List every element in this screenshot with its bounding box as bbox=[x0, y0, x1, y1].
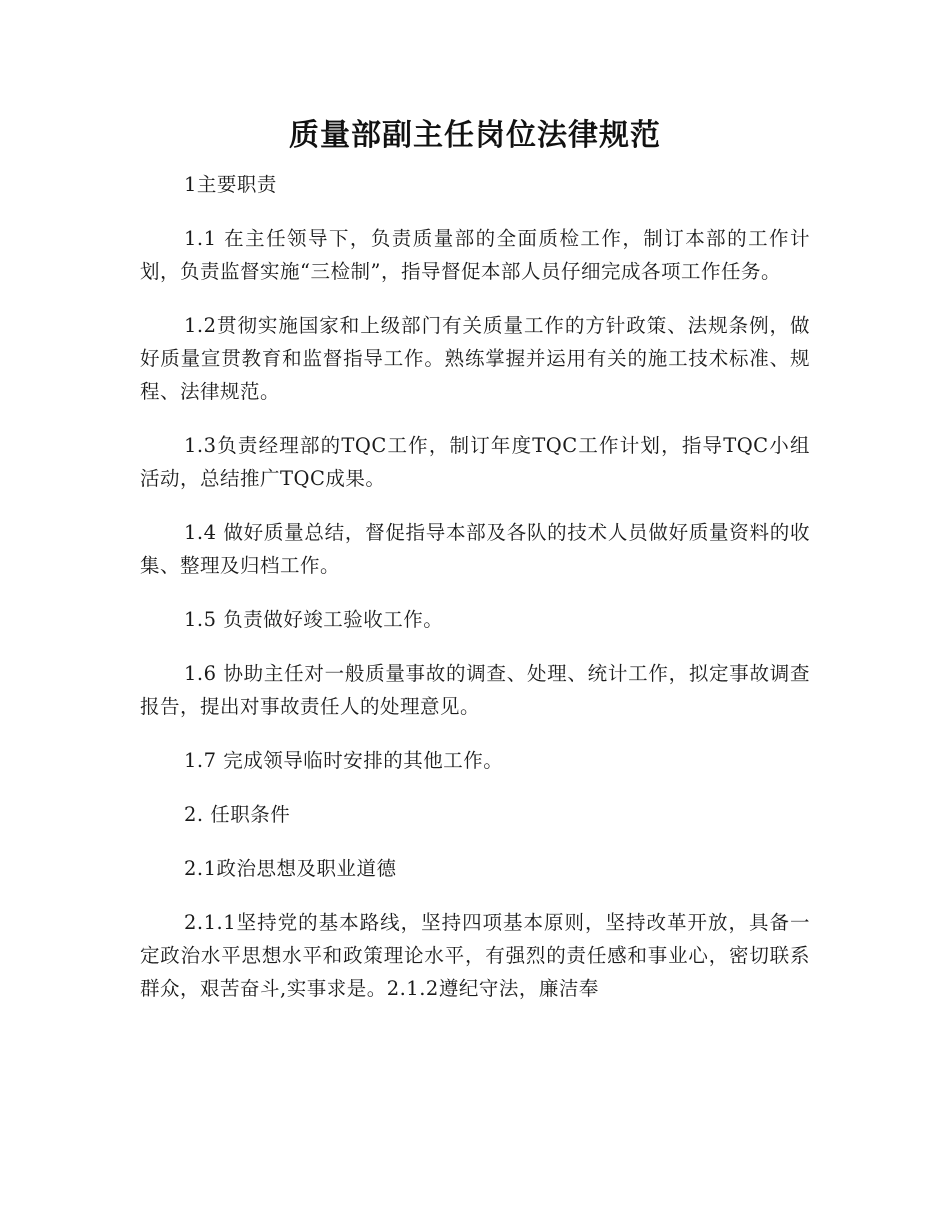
paragraph-section-2-heading: 2. 任职条件 bbox=[184, 803, 291, 826]
paragraph-1-7: 1.7 完成领导临时安排的其他工作。 bbox=[184, 749, 504, 772]
paragraph-1-2: 1.2贯彻实施国家和上级部门有关质量工作的方针政策、法规条例，做好质量宣贯教育和监督指导工作。熟练掌握并运用有关的施工技术标准、规程、法律规范。 bbox=[140, 314, 810, 403]
paragraph-2-1-heading: 2.1政治思想及职业道德 bbox=[184, 857, 397, 880]
document-body bbox=[140, 168, 810, 1026]
document-title: 质量部副主任岗位法律规范 bbox=[289, 118, 661, 153]
paragraph-1-3: 1.3负责经理部的TQC工作，制订年度TQC工作计划，指导TQC小组活动，总结推广TQC成果。 bbox=[140, 434, 810, 490]
paragraph-1-4: 1.4 做好质量总结，督促指导本部及各队的技术人员做好质量资料的收集、整理及归档工作。 bbox=[140, 521, 810, 577]
paragraph-1-5: 1.5 负责做好竣工验收工作。 bbox=[184, 608, 444, 631]
paragraph-2-1-1: 2.1.1坚持党的基本路线，坚持四项基本原则，坚持改革开放，具备一定政治水平思想水平和政策理论水平，有强烈的责任感和事业心，密切联系群众，艰苦奋斗,实事求是。2.1.2遵纪守法，廉洁奉 bbox=[140, 911, 810, 1000]
paragraph-section-1-heading: 1主要职责 bbox=[184, 173, 277, 196]
paragraph-1-1: 1.1 在主任领导下，负责质量部的全面质检工作，制订本部的工作计划，负责监督实施“三检制”，指导督促本部人员仔细完成各项工作任务。 bbox=[140, 227, 810, 283]
paragraph-1-6: 1.6 协助主任对一般质量事故的调查、处理、统计工作，拟定事故调查报告，提出对事故责任人的处理意见。 bbox=[140, 662, 810, 718]
